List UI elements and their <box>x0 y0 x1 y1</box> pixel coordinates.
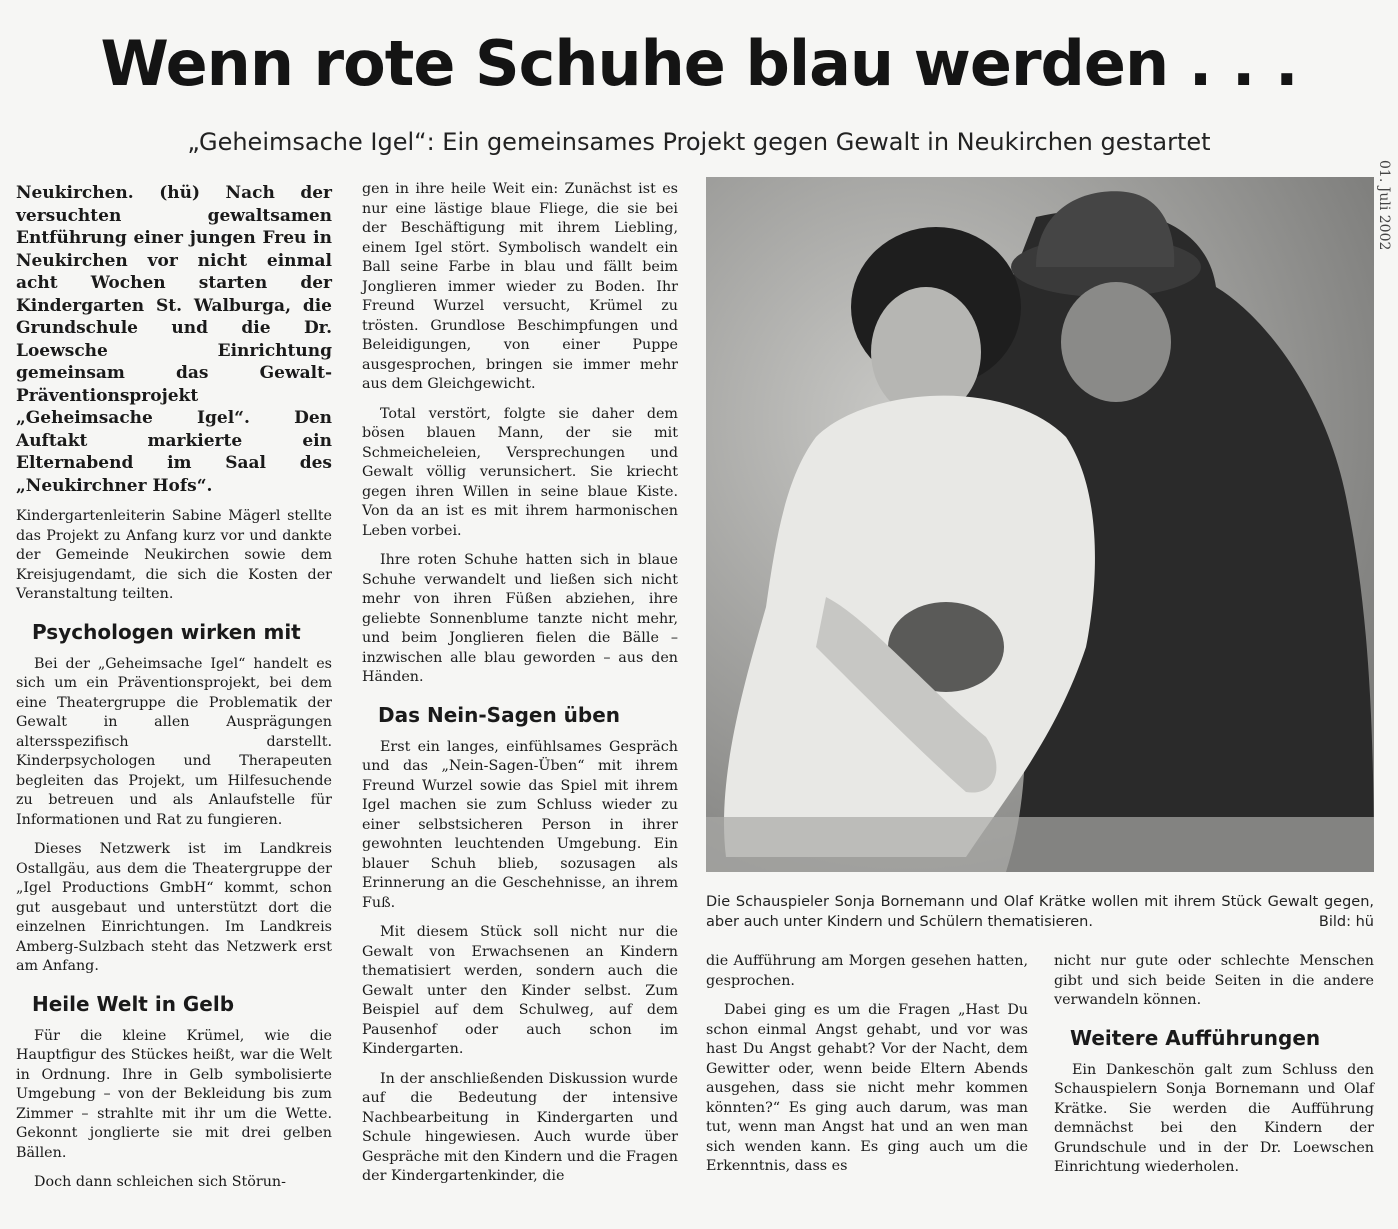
paragraph: Für die kleine Krümel, wie die Hauptfigur des Stückes heißt, war die Welt in Ordnung. Ihre in Gelb symbolisierte Umgebung – von der Bekleidung bis zum Zimmer – strahlte mit ihr um die Wette. Gekonnt jonglierte sie mit drei gelben Bällen. <box>16 1027 332 1161</box>
paragraph: gen in ihre heile Weit ein: Zunächst ist es nur eine lästige blaue Fliege, die sie bei der Beschäftigung mit ihrem Liebling, einem Igel stört. Symbolisch wandelt ein Ball seine Farbe in blau und fällt beim Jonglieren immer wieder zu Boden. Ihr Freund Wurzel versucht, Krümel zu trösten. Grundlose Beschimpfungen und Beleidigungen, von einer Puppe ausgesprochen, bringen sie immer mehr aus dem Gleichgewicht. <box>362 181 678 392</box>
subheadline: „Geheimsache Igel“: Ein gemeinsames Projekt gegen Gewalt in Neukirchen gestartet <box>187 128 1211 156</box>
paragraph: nicht nur gute oder schlechte Menschen gibt und sich beide Seiten in die andere verwandeln können. <box>1054 953 1374 1008</box>
paragraph: Dabei ging es um die Fragen „Hast Du schon einmal Angst gehabt, und vor was hast Du Angst gehabt? Vor der Nacht, dem Gewitter oder, wenn beide Eltern Abends ausgehen, dass sie nicht mehr kommen könnten?“ Es ging auch darum, was man tut, wenn man Angst hat und an wen man sich wenden kann. Es ging auch um die Erkenntnis, dass es <box>706 1002 1028 1174</box>
lead-paragraph: Neukirchen. (hü) Nach der versuchten gewaltsamen Entführung einer jungen Freu in Neukirchen vor nicht einmal acht Wochen starten der Kindergarten St. Walburga, die Grundschule und die Dr. Loewsche Einrichtung gemeinsam das Gewalt-Präventionsprojekt „Geheimsache Igel“. Den Auftakt markierte ein Elternabend im Saal des „Neukirchner Hofs“. <box>16 183 332 496</box>
paragraph: die Aufführung am Morgen gesehen hatten, gesprochen. <box>706 953 1028 989</box>
photo-credit: Bild: hü <box>1318 914 1374 930</box>
date-stamp-text: 01. Juli 2002 <box>1376 160 1392 251</box>
paragraph: Erst ein langes, einfühlsames Gespräch und das „Nein-Sagen-Üben“ mit ihrem Freund Wurzel sowie das Spiel mit ihrem Igel machen sie zum Schluss wieder zu einer selbstsicheren Person in ihrer gewohnten leuchtenden Umgebung. Ein blauer Schuh blieb, sozusagen als Erinnerung an die Geschehnisse, an ihrem Fuß. <box>362 738 678 911</box>
theater-photo-icon <box>706 177 1374 872</box>
paragraph: Ein Dankeschön galt zum Schluss den Schauspielern Sonja Bornemann und Olaf Krätke. Sie werden die Aufführung demnächst bei den Kindern der Grundschule und in der Dr. Loewschen Einrichtung wiederholen. <box>1054 1061 1374 1175</box>
paragraph: Doch dann schleichen sich Störun- <box>34 1174 286 1190</box>
subheading-weitere: Weitere Aufführungen <box>1070 1025 1321 1050</box>
photo-caption <box>706 892 1374 932</box>
date-stamp <box>1372 160 1396 280</box>
theater-photo <box>706 177 1374 872</box>
subheading-nein-sagen: Das Nein-Sagen üben <box>378 702 621 727</box>
paragraph: Ihre roten Schuhe hatten sich in blaue Schuhe verwandelt und ließen sich nicht mehr von ihren Füßen abziehen, ihre geliebte Sonnenblume tanzte nicht mehr, und beim Jonglieren fielen die Bälle – inzwischen alle blau geworden – aus den Händen. <box>362 552 678 685</box>
paragraph: Kindergartenleiterin Sabine Mägerl stellte das Projekt zu Anfang kurz vor und dankte der Gemeinde Neukirchen sowie dem Kreisjugendamt, die sich die Kosten der Veranstaltung teilten. <box>16 508 332 602</box>
paragraph: Total verstört, folgte sie daher dem bösen blauen Mann, der sie mit Schmeicheleien, Versprechungen und Gewalt völlig verunsichert. Sie kriecht gegen ihren Willen in seine blaue Kiste. Von da an ist es mit ihrem harmonischen Leben vorbei. <box>362 405 678 539</box>
subheading-psychologen: Psychologen wirken mit <box>32 619 301 644</box>
paragraph: Dieses Netzwerk ist im Landkreis Ostallgäu, aus dem die Theatergruppe der „Igel Productions GmbH“ kommt, schon gut ausgebaut und unterstützt dort die einzelnen Einrichtungen. Im Landkreis Amberg-Sulzbach steht das Netzwerk erst am Anfang. <box>16 841 332 974</box>
paragraph: Mit diesem Stück soll nicht nur die Gewalt von Erwachsenen an Kindern thematisiert werden, sondern auch die Gewalt unter den Kinder selbst. Zum Beispiel auf dem Schulweg, auf dem Pausenhof oder auch schon im Kindergarten. <box>362 924 678 1057</box>
column-2 <box>362 180 678 1197</box>
paragraph: Bei der „Geheimsache Igel“ handelt es sich um ein Präventionsprojekt, bei dem eine Theatergruppe die Problematik der Gewalt in allen Ausprägungen altersspezifisch darstellt. Kinderpsychologen und Therapeuten begleiten das Projekt, um Hilfesuchende zu betreuen und als Anlaufstelle für Informationen und Rat zu fungieren. <box>16 655 332 828</box>
caption-text: Die Schauspieler Sonja Bornemann und Olaf Krätke wollen mit ihrem Stück Gewalt gegen, aber auch unter Kindern und Schülern thematisieren. <box>706 894 1374 930</box>
paragraph: In der anschließenden Diskussion wurde auf die Bedeutung der intensive Nachbearbeitung in Kindergarten und Schule hingewiesen. Auch wurde über Gespräche mit den Kindern und die Fragen der Kindergartenkinder, die <box>362 1070 678 1184</box>
column-3 <box>706 952 1028 1187</box>
column-1 <box>16 182 332 1203</box>
headline: Wenn rote Schuhe blau werden . . . <box>100 27 1298 100</box>
column-4 <box>1054 952 1374 1188</box>
subheading-heile-welt: Heile Welt in Gelb <box>32 991 235 1016</box>
